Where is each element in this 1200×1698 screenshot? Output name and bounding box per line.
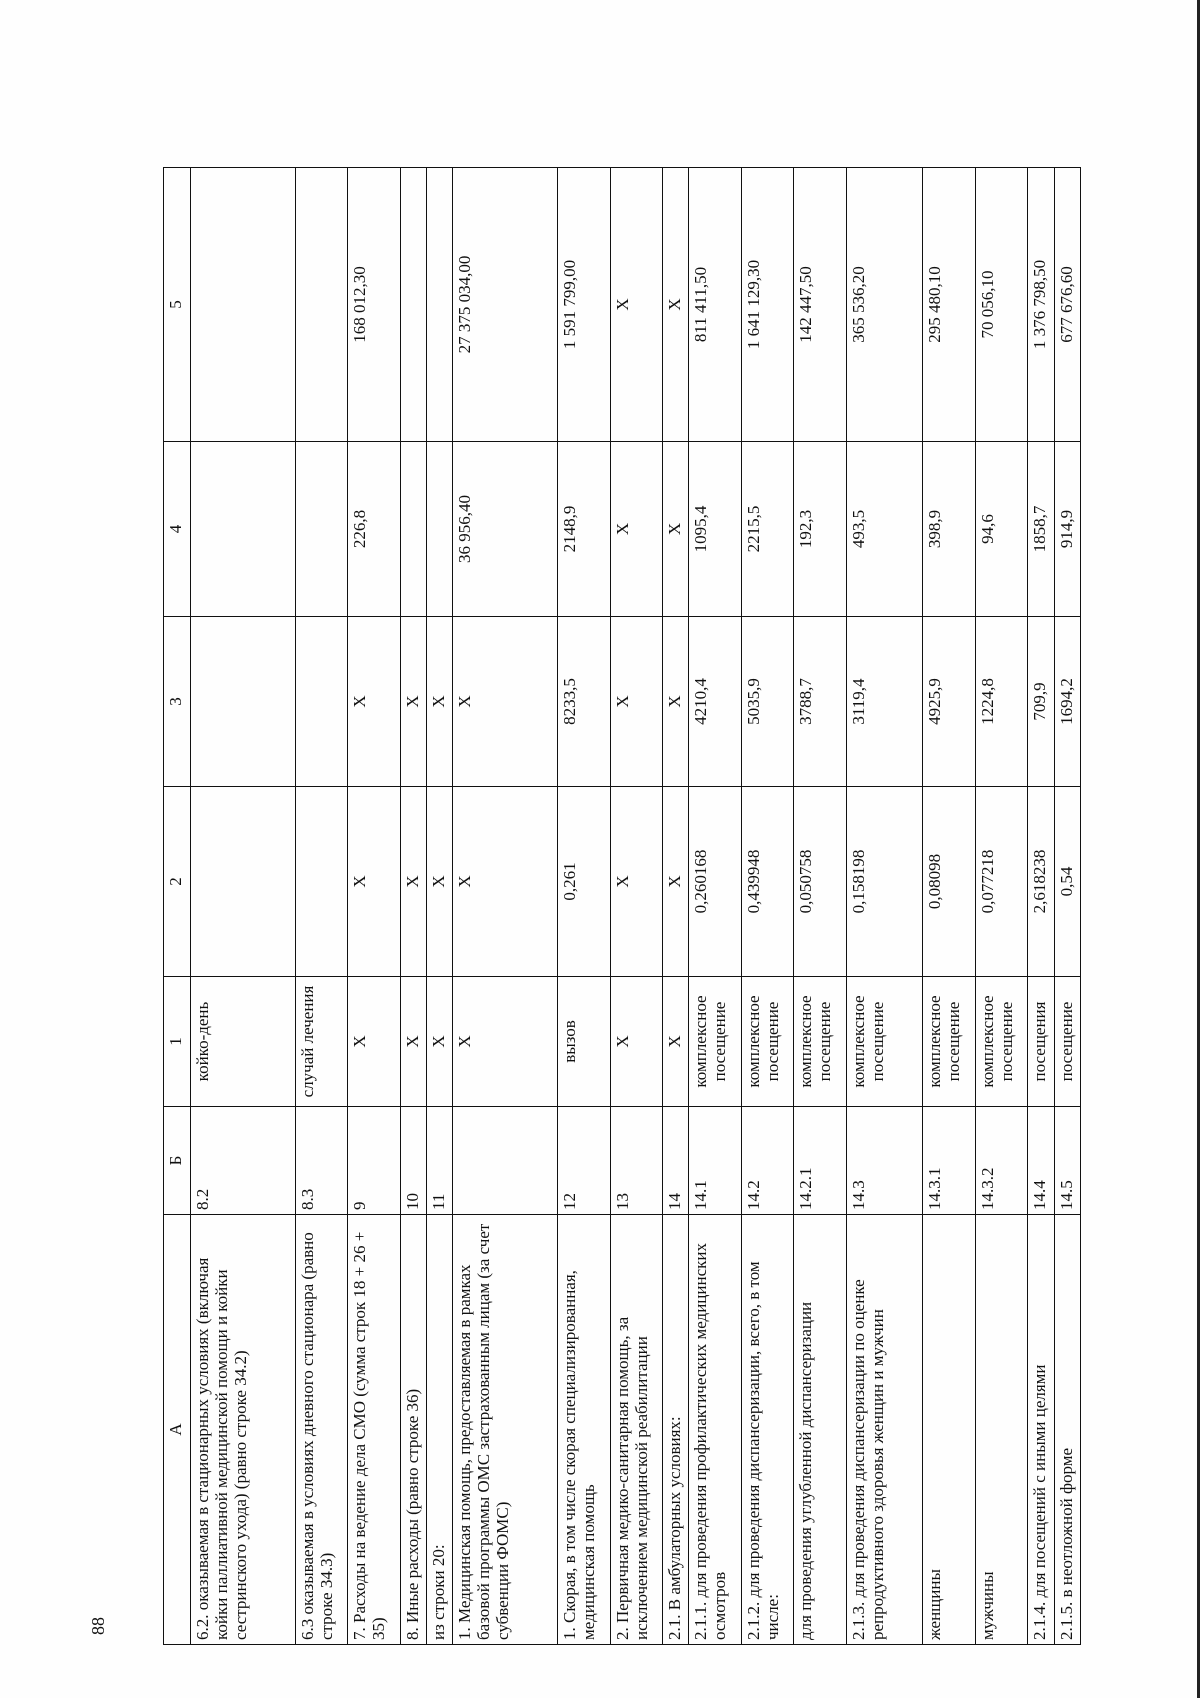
cell-col-c1: койко-день [191, 977, 296, 1107]
cell-col-a: 2.1.2. для проведения диспансеризации, всего, в том числе: [741, 1215, 793, 1645]
cell-col-b: 14.3.2 [975, 1107, 1027, 1215]
cell-col-c1: Х [348, 977, 400, 1107]
table-row [689, 168, 741, 1645]
table-row [453, 168, 558, 1645]
cell-col-c5 [191, 168, 296, 442]
cell-col-c5: Х [610, 168, 662, 442]
column-header: 5 [164, 168, 191, 442]
cell-col-c5: 168 012,30 [348, 168, 400, 442]
table-row [975, 168, 1027, 1645]
cell-col-b: 14.3.1 [923, 1107, 975, 1215]
cell-col-c4: Х [610, 442, 662, 617]
cell-col-c3: 3788,7 [794, 617, 846, 787]
cell-col-c2: Х [427, 787, 453, 977]
cell-col-a: 2.1.3. для проведения диспансеризации по оценке репродуктивного здоровья женщин и мужчин [846, 1215, 923, 1645]
cell-col-c1: комплексное посещение [794, 977, 846, 1107]
cell-col-c1: комплексное посещение [975, 977, 1027, 1107]
cell-col-c3: 4210,4 [689, 617, 741, 787]
cell-col-c5: 70 056,10 [975, 168, 1027, 442]
column-header: Б [164, 1107, 191, 1215]
cell-col-c2: 0,260168 [689, 787, 741, 977]
cell-col-c4 [191, 442, 296, 617]
cell-col-c2: 0,077218 [975, 787, 1027, 977]
cell-col-c2: Х [348, 787, 400, 977]
cell-col-c4 [295, 442, 347, 617]
cell-col-c1: Х [427, 977, 453, 1107]
cell-col-c3: 1224,8 [975, 617, 1027, 787]
cell-col-b: 8.2 [191, 1107, 296, 1215]
table-row [295, 168, 347, 1645]
cell-col-c2: 0,261 [558, 787, 610, 977]
cell-col-c2: 0,439948 [741, 787, 793, 977]
cell-col-c2: 0,158198 [846, 787, 923, 977]
cell-col-c4: 2148,9 [558, 442, 610, 617]
table-row [741, 168, 793, 1645]
cell-col-a: 2.1.5. в неотложной форме [1054, 1215, 1080, 1645]
cell-col-c5: 27 375 034,00 [453, 168, 558, 442]
cell-col-a: 2.1. В амбулаторных условиях: [663, 1215, 689, 1645]
column-header: 3 [164, 617, 191, 787]
cell-col-c4: Х [663, 442, 689, 617]
cell-col-c2: 0,08098 [923, 787, 975, 977]
cell-col-c1: посещение [1054, 977, 1080, 1107]
cell-col-c1: вызов [558, 977, 610, 1107]
cell-col-c3: Х [427, 617, 453, 787]
cell-col-b: 14 [663, 1107, 689, 1215]
cell-col-c4: 1095,4 [689, 442, 741, 617]
cell-col-c5: 142 447,50 [794, 168, 846, 442]
table-row [663, 168, 689, 1645]
cell-col-c1: Х [610, 977, 662, 1107]
cell-col-c4: 226,8 [348, 442, 400, 617]
cell-col-c3: 1694,2 [1054, 617, 1080, 787]
cell-col-a: 8. Иные расходы (равно строке 36) [400, 1215, 426, 1645]
cell-col-c5: 811 411,50 [689, 168, 741, 442]
cell-col-c2: Х [663, 787, 689, 977]
table-row [923, 168, 975, 1645]
cell-col-c3: Х [348, 617, 400, 787]
cell-col-a: женщины [923, 1215, 975, 1645]
cell-col-c2: 2,618238 [1028, 787, 1054, 977]
cell-col-c3: Х [453, 617, 558, 787]
cell-col-b: 14.5 [1054, 1107, 1080, 1215]
cell-col-b: 10 [400, 1107, 426, 1215]
cell-col-c1: комплексное посещение [689, 977, 741, 1107]
page-number: 88 [88, 1617, 108, 1635]
table-row [846, 168, 923, 1645]
cell-col-c4 [400, 442, 426, 617]
cell-col-c4 [427, 442, 453, 617]
cell-col-c4: 398,9 [923, 442, 975, 617]
cell-col-c5 [427, 168, 453, 442]
cell-col-c2: 0,050758 [794, 787, 846, 977]
cell-col-c2: Х [453, 787, 558, 977]
cell-col-c4: 1858,7 [1028, 442, 1054, 617]
cell-col-c1: Х [453, 977, 558, 1107]
cell-col-c3: 4925,9 [923, 617, 975, 787]
cell-col-c4: 94,6 [975, 442, 1027, 617]
cell-col-c3 [191, 617, 296, 787]
table-row [400, 168, 426, 1645]
cell-col-b: 14.2 [741, 1107, 793, 1215]
cell-col-c1: комплексное посещение [741, 977, 793, 1107]
table-row [610, 168, 662, 1645]
cell-col-c2: Х [610, 787, 662, 977]
cell-col-a: 6.2. оказываемая в стационарных условиях (включая койки паллиативной медицинской помощи и койки сестринского ухода) (равно строке 34.2) [191, 1215, 296, 1645]
column-header: 4 [164, 442, 191, 617]
cell-col-b: 14.1 [689, 1107, 741, 1215]
cell-col-c4: 2215,5 [741, 442, 793, 617]
cell-col-c3: Х [610, 617, 662, 787]
cell-col-c4: 493,5 [846, 442, 923, 617]
cell-col-c5: 295 480,10 [923, 168, 975, 442]
table-row [794, 168, 846, 1645]
cell-col-b: 14.2.1 [794, 1107, 846, 1215]
cell-col-a: 6.3 оказываемая в условиях дневного стационара (равно строке 34.3) [295, 1215, 347, 1645]
cell-col-c4: 36 956,40 [453, 442, 558, 617]
cell-col-a: мужчины [975, 1215, 1027, 1645]
cell-col-c2: Х [400, 787, 426, 977]
cell-col-c5: 365 536,20 [846, 168, 923, 442]
cell-col-c3: 8233,5 [558, 617, 610, 787]
cell-col-b: 13 [610, 1107, 662, 1215]
cell-col-a: 2.1.4. для посещений с иными целями [1028, 1215, 1054, 1645]
cell-col-a: 1. Скорая, в том числе скорая специализированная, медицинская помощь [558, 1215, 610, 1645]
cell-col-b: 8.3 [295, 1107, 347, 1215]
cell-col-c2 [191, 787, 296, 977]
cell-col-c5: 1 591 799,00 [558, 168, 610, 442]
cell-col-c5 [295, 168, 347, 442]
cell-col-c1: комплексное посещение [846, 977, 923, 1107]
cell-col-c1: случай лечения [295, 977, 347, 1107]
header-row [164, 168, 191, 1645]
cell-col-c2: 0,54 [1054, 787, 1080, 977]
cell-col-c3 [295, 617, 347, 787]
cell-col-c2 [295, 787, 347, 977]
cell-col-b: 12 [558, 1107, 610, 1215]
cell-col-c5 [400, 168, 426, 442]
column-header: 1 [164, 977, 191, 1107]
table-row [1054, 168, 1080, 1645]
cell-col-c1: Х [400, 977, 426, 1107]
cell-col-a: из строки 20: [427, 1215, 453, 1645]
cell-col-b: 9 [348, 1107, 400, 1215]
table-row [191, 168, 296, 1645]
column-header: 2 [164, 787, 191, 977]
cell-col-c3: 5035,9 [741, 617, 793, 787]
table-row [427, 168, 453, 1645]
financing-table [163, 167, 1081, 1645]
cell-col-b [453, 1107, 558, 1215]
cell-col-b: 11 [427, 1107, 453, 1215]
table-row [558, 168, 610, 1645]
cell-col-c5: 677 676,60 [1054, 168, 1080, 442]
cell-col-c5: 1 641 129,30 [741, 168, 793, 442]
cell-col-c3: 709,9 [1028, 617, 1054, 787]
cell-col-c4: 914,9 [1054, 442, 1080, 617]
cell-col-c1: посещения [1028, 977, 1054, 1107]
table-row [1028, 168, 1054, 1645]
cell-col-c4: 192,3 [794, 442, 846, 617]
table-row [348, 168, 400, 1645]
rotated-table [163, 168, 1081, 1645]
cell-col-c5: 1 376 798,50 [1028, 168, 1054, 442]
cell-col-c3: Х [663, 617, 689, 787]
cell-col-c1: комплексное посещение [923, 977, 975, 1107]
cell-col-c1: Х [663, 977, 689, 1107]
cell-col-b: 14.4 [1028, 1107, 1054, 1215]
column-header: А [164, 1215, 191, 1645]
cell-col-a: для проведения углубленной диспансеризации [794, 1215, 846, 1645]
cell-col-a: 1. Медицинская помощь, предоставляемая в рамках базовой программы ОМС застрахованным лицам (за счет субвенции ФОМС) [453, 1215, 558, 1645]
cell-col-a: 2. Первичная медико-санитарная помощь, за исключением медицинской реабилитации [610, 1215, 662, 1645]
cell-col-b: 14.3 [846, 1107, 923, 1215]
cell-col-a: 7. Расходы на ведение дела СМО (сумма строк 18 + 26 + 35) [348, 1215, 400, 1645]
cell-col-c3: 3119,4 [846, 617, 923, 787]
cell-col-c3: Х [400, 617, 426, 787]
cell-col-c5: Х [663, 168, 689, 442]
cell-col-a: 2.1.1. для проведения профилактических медицинских осмотров [689, 1215, 741, 1645]
